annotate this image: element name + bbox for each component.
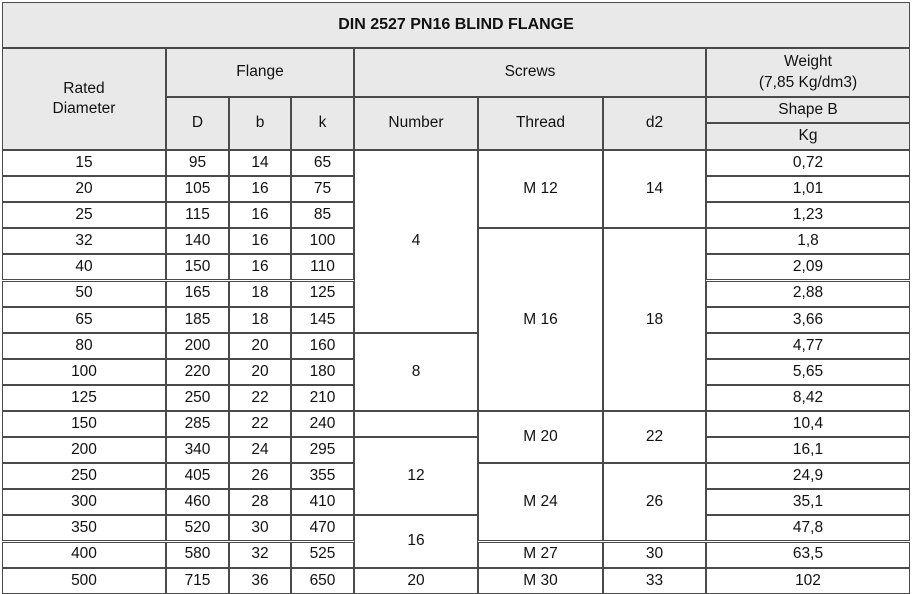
cell-b: 36 [229,568,291,594]
cell-D: 715 [166,568,229,594]
cell-rated-diameter: 80 [2,333,166,359]
cell-kg: 1,01 [706,176,910,202]
cell-kg: 102 [706,568,910,594]
cell-kg: 16,1 [706,437,910,463]
cell-rated-diameter: 100 [2,359,166,385]
cell-screw-number: 20 [354,568,478,594]
header-flange: Flange [166,48,354,97]
header-b: b [229,97,291,150]
cell-D: 405 [166,463,229,489]
cell-kg: 1,23 [706,202,910,228]
cell-screw-number: 8 [354,333,478,411]
cell-kg: 10,4 [706,411,910,437]
cell-thread: M 24 [478,463,603,541]
cell-D: 95 [166,150,229,176]
header-shape-b: Shape B [706,97,910,123]
cell-rated-diameter: 400 [2,542,166,568]
cell-D: 340 [166,437,229,463]
cell-rated-diameter: 350 [2,515,166,541]
cell-k: 125 [291,281,354,307]
cell-d2: 33 [603,568,706,594]
cell-rated-diameter: 125 [2,385,166,411]
cell-kg: 47,8 [706,515,910,541]
cell-kg: 8,42 [706,385,910,411]
cell-rated-diameter: 65 [2,307,166,333]
cell-b: 20 [229,359,291,385]
header-d2: d2 [603,97,706,150]
cell-kg: 5,65 [706,359,910,385]
cell-k: 160 [291,333,354,359]
cell-b: 22 [229,385,291,411]
cell-b: 32 [229,542,291,568]
cell-rated-diameter: 25 [2,202,166,228]
cell-k: 355 [291,463,354,489]
cell-b: 26 [229,463,291,489]
cell-kg: 35,1 [706,489,910,515]
cell-b: 16 [229,228,291,254]
cell-screw-number-empty [354,411,478,437]
cell-k: 180 [291,359,354,385]
cell-rated-diameter: 150 [2,411,166,437]
cell-k: 145 [291,307,354,333]
cell-k: 210 [291,385,354,411]
header-rated-diameter: Rated Diameter [2,48,166,150]
cell-kg: 3,66 [706,307,910,333]
cell-rated-diameter: 300 [2,489,166,515]
header-screws: Screws [354,48,706,97]
cell-D: 250 [166,385,229,411]
cell-thread: M 12 [478,150,603,228]
table-title: DIN 2527 PN16 BLIND FLANGE [2,2,910,48]
cell-D: 115 [166,202,229,228]
cell-k: 470 [291,515,354,541]
cell-screw-number: 12 [354,437,478,515]
cell-k: 240 [291,411,354,437]
cell-kg: 2,09 [706,254,910,280]
header-D: D [166,97,229,150]
cell-thread: M 27 [478,542,603,568]
cell-kg: 0,72 [706,150,910,176]
cell-rated-diameter: 32 [2,228,166,254]
header-k: k [291,97,354,150]
cell-d2: 22 [603,411,706,463]
cell-screw-number: 16 [354,515,478,567]
header-kg: Kg [706,123,910,150]
cell-b: 16 [229,176,291,202]
cell-d2: 30 [603,542,706,568]
cell-rated-diameter: 20 [2,176,166,202]
cell-b: 20 [229,333,291,359]
cell-rated-diameter: 250 [2,463,166,489]
cell-b: 16 [229,254,291,280]
cell-D: 220 [166,359,229,385]
cell-b: 16 [229,202,291,228]
cell-rated-diameter: 50 [2,281,166,307]
cell-kg: 1,8 [706,228,910,254]
cell-k: 100 [291,228,354,254]
cell-D: 185 [166,307,229,333]
cell-b: 24 [229,437,291,463]
cell-d2: 14 [603,150,706,228]
cell-D: 140 [166,228,229,254]
cell-k: 525 [291,542,354,568]
cell-k: 650 [291,568,354,594]
cell-D: 285 [166,411,229,437]
cell-kg: 4,77 [706,333,910,359]
cell-D: 165 [166,281,229,307]
cell-b: 22 [229,411,291,437]
cell-b: 28 [229,489,291,515]
cell-D: 105 [166,176,229,202]
cell-D: 520 [166,515,229,541]
header-thread: Thread [478,97,603,150]
cell-rated-diameter: 500 [2,568,166,594]
cell-k: 75 [291,176,354,202]
cell-rated-diameter: 40 [2,254,166,280]
cell-k: 85 [291,202,354,228]
cell-thread: M 20 [478,411,603,463]
cell-b: 14 [229,150,291,176]
header-number: Number [354,97,478,150]
cell-kg: 24,9 [706,463,910,489]
cell-k: 110 [291,254,354,280]
header-weight: Weight (7,85 Kg/dm3) [706,48,910,97]
cell-b: 30 [229,515,291,541]
cell-D: 200 [166,333,229,359]
cell-b: 18 [229,307,291,333]
cell-k: 410 [291,489,354,515]
cell-thread: M 30 [478,568,603,594]
cell-screw-number: 4 [354,150,478,333]
cell-rated-diameter: 15 [2,150,166,176]
cell-D: 150 [166,254,229,280]
cell-d2: 18 [603,228,706,411]
cell-k: 65 [291,150,354,176]
cell-D: 580 [166,542,229,568]
cell-rated-diameter: 200 [2,437,166,463]
cell-d2: 26 [603,463,706,541]
cell-k: 295 [291,437,354,463]
cell-thread: M 16 [478,228,603,411]
cell-kg: 2,88 [706,281,910,307]
cell-D: 460 [166,489,229,515]
cell-b: 18 [229,281,291,307]
cell-kg: 63,5 [706,542,910,568]
